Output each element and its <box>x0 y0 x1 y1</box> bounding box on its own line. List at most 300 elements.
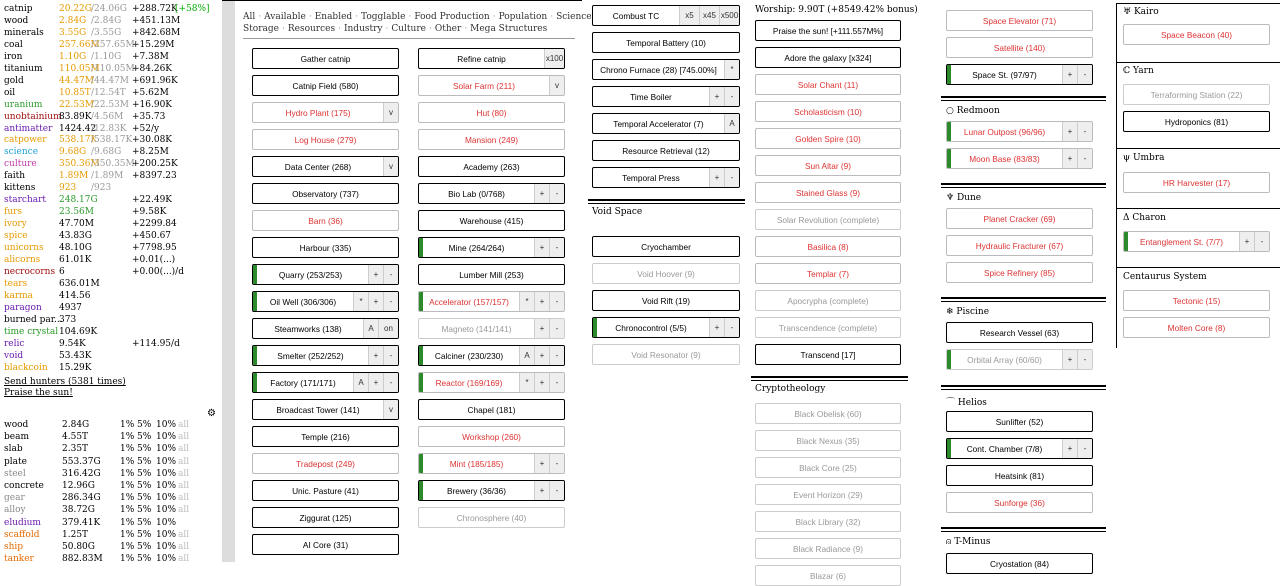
craft-1pct-link[interactable]: 1% <box>120 493 135 504</box>
tab-separator: · <box>550 12 554 22</box>
craft-1pct-link[interactable]: 1% <box>120 468 135 479</box>
craft-row <box>4 480 214 492</box>
building-button-ziggurat[interactable] <box>252 507 399 528</box>
side-control-a[interactable]: A <box>353 373 368 392</box>
building-label: Void Hoover (9) <box>637 268 695 279</box>
building-label: Heatsink (81) <box>994 470 1045 481</box>
craft-1pct-link[interactable]: 1% <box>120 420 135 430</box>
resource-per-tick: +22.49K <box>132 195 173 206</box>
side-control-plus[interactable]: + <box>534 292 549 311</box>
resource-row <box>4 207 214 219</box>
side-control-minus[interactable]: - <box>1077 122 1092 141</box>
resource-per-tick: +30.08K <box>132 135 173 146</box>
side-control-plus[interactable]: + <box>1062 122 1077 141</box>
side-control-expand[interactable]: v <box>383 157 398 176</box>
resource-amount: 1.89M <box>59 171 89 182</box>
craft-all-link[interactable]: all <box>178 432 190 443</box>
enabled-bar <box>947 439 951 458</box>
tab-mega-structures[interactable]: Mega Structures <box>470 23 548 34</box>
planet-header <box>1123 153 1165 163</box>
planet-name: Charon <box>1132 213 1166 223</box>
building-button-academy[interactable] <box>418 156 565 177</box>
craft-10pct-link[interactable]: 10% <box>156 529 177 540</box>
scrollbar-divider[interactable] <box>222 0 235 562</box>
side-control-x100[interactable]: x100 <box>544 49 564 68</box>
building-button-basilica[interactable] <box>755 236 901 257</box>
side-control-minus[interactable]: - <box>1077 350 1092 369</box>
side-control-star[interactable]: * <box>519 373 534 392</box>
building-button-bio-lab[interactable] <box>418 183 565 204</box>
side-control-on[interactable]: on <box>378 319 398 338</box>
craft-10pct-link[interactable]: 10% <box>156 432 177 443</box>
tab-separator: · <box>281 23 285 34</box>
side-control-star[interactable]: * <box>724 60 739 79</box>
building-button-broadcast-tower[interactable] <box>252 399 399 420</box>
side-control-plus[interactable]: + <box>368 346 383 365</box>
craft-name: gear <box>4 493 25 504</box>
tab-industry[interactable]: Industry <box>343 23 383 34</box>
side-control-plus[interactable]: + <box>368 292 383 311</box>
tab-togglable[interactable]: Togglable <box>361 12 406 22</box>
enabled-bar <box>1124 232 1128 251</box>
craft-1pct-link[interactable]: 1% <box>120 444 135 455</box>
craft-name: slab <box>4 444 23 455</box>
craft-all-link[interactable]: all <box>178 456 190 467</box>
building-button-molten-core[interactable] <box>1123 317 1270 338</box>
building-label: Magneto (141/141) <box>441 323 512 334</box>
building-button-black-library[interactable] <box>755 511 901 532</box>
side-control-plus[interactable]: + <box>534 454 549 473</box>
side-control-plus[interactable]: + <box>1062 439 1077 458</box>
building-button-planet-cracker[interactable] <box>946 208 1093 229</box>
building-button-calciner[interactable] <box>418 345 565 366</box>
building-button-solar-revolution[interactable] <box>755 209 901 230</box>
craft-5pct-link[interactable]: 5% <box>137 517 152 528</box>
side-control-a[interactable]: A <box>724 114 739 133</box>
side-control-plus[interactable]: + <box>709 168 724 187</box>
craft-all-link[interactable]: all <box>178 481 190 491</box>
resource-name: science <box>4 147 39 158</box>
planet-header <box>946 193 981 203</box>
craft-all-link[interactable]: all <box>178 529 190 540</box>
building-button-mansion[interactable] <box>418 129 565 150</box>
building-button-black-core[interactable] <box>755 457 901 478</box>
building-button-sunforge[interactable] <box>946 492 1093 513</box>
building-button-cryochamber[interactable] <box>592 236 740 257</box>
resource-name: iron <box>4 51 23 62</box>
enabled-bar <box>419 481 423 500</box>
building-button-mine[interactable] <box>418 237 565 258</box>
side-control-plus[interactable]: + <box>534 346 549 365</box>
resource-amount: 20.22G <box>59 4 92 14</box>
tab-food-production[interactable]: Food Production <box>414 12 490 22</box>
building-button-workshop[interactable] <box>418 426 565 447</box>
building-button-factory[interactable] <box>252 372 399 393</box>
building-button-catnip-field[interactable] <box>252 75 399 96</box>
building-label: Transcendence (complete) <box>778 322 878 333</box>
craft-5pct-link[interactable]: 5% <box>137 554 152 565</box>
building-button-solar-chant[interactable] <box>755 74 901 95</box>
side-control-plus[interactable]: + <box>534 373 549 392</box>
planet-name: Piscine <box>956 307 990 317</box>
craft-5pct-link[interactable]: 5% <box>137 420 152 430</box>
craft-1pct-link[interactable]: 1% <box>120 456 135 467</box>
craft-10pct-link[interactable]: 10% <box>156 468 177 479</box>
building-button-tradepost[interactable] <box>252 453 399 474</box>
side-control-minus[interactable]: - <box>383 346 398 365</box>
side-control-plus[interactable]: + <box>1062 350 1077 369</box>
side-control-minus[interactable]: - <box>724 87 739 106</box>
tab-population[interactable]: Population <box>498 12 548 22</box>
building-button-refine-catnip[interactable] <box>418 48 565 69</box>
craft-10pct-link[interactable]: 10% <box>156 542 177 552</box>
craft-row <box>4 553 214 565</box>
praise-sun-link[interactable]: Praise the sun! <box>4 388 73 398</box>
building-button-log-house[interactable] <box>252 129 399 150</box>
craft-1pct-link[interactable]: 1% <box>120 481 135 491</box>
building-button-mint[interactable] <box>418 453 565 474</box>
tab-science[interactable]: Science <box>556 12 592 22</box>
building-button-temporal-accelerator[interactable] <box>592 113 740 134</box>
building-button-solar-farm[interactable] <box>418 75 565 96</box>
resource-name: culture <box>4 159 37 170</box>
tab-storage[interactable]: Storage <box>243 23 279 34</box>
side-control-plus[interactable]: + <box>1239 232 1254 251</box>
building-label: Hydroponics (81) <box>1164 116 1229 127</box>
resource-name: paragon <box>4 302 42 313</box>
building-button-time-boiler[interactable] <box>592 86 740 107</box>
planet-header <box>946 307 989 317</box>
craft-10pct-link[interactable]: 10% <box>156 493 177 504</box>
tab-culture[interactable]: Culture <box>391 23 426 34</box>
resource-row <box>4 40 214 52</box>
building-button-hydro-plant[interactable] <box>252 102 399 123</box>
building-button-satellite[interactable] <box>946 37 1093 58</box>
building-button-ai-core[interactable] <box>252 534 399 555</box>
building-button-magneto[interactable] <box>418 318 565 339</box>
side-control-minus[interactable]: - <box>724 168 739 187</box>
building-button-transcend-17[interactable] <box>755 344 901 365</box>
craft-5pct-link[interactable]: 5% <box>137 493 152 504</box>
resource-row <box>4 351 214 363</box>
building-button-entanglement-st[interactable] <box>1123 231 1270 252</box>
side-control-minus[interactable]: - <box>549 346 564 365</box>
resource-row <box>4 303 214 315</box>
craft-10pct-link[interactable]: 10% <box>156 554 177 565</box>
building-button-heatsink[interactable] <box>946 465 1093 486</box>
resource-per-tick: +7.38M <box>132 51 169 62</box>
building-button-chrono-furnace[interactable] <box>592 59 740 80</box>
building-filter-tabs <box>243 12 592 35</box>
craft-5pct-link[interactable]: 5% <box>137 432 152 443</box>
craft-all-link[interactable]: all <box>178 444 190 455</box>
side-control-star[interactable]: * <box>353 292 368 311</box>
side-control-plus[interactable]: + <box>534 481 549 500</box>
planet-yarn-icon: ℂ <box>1123 66 1131 76</box>
craft-10pct-link[interactable]: 10% <box>156 456 177 467</box>
building-button-harbour[interactable] <box>252 237 399 258</box>
tab-resources[interactable]: Resources <box>287 23 336 34</box>
building-button-lumber-mill[interactable] <box>418 264 565 285</box>
building-button-temporal-press[interactable] <box>592 167 740 188</box>
side-control-plus[interactable]: + <box>709 87 724 106</box>
craft-1pct-link[interactable]: 1% <box>120 432 135 443</box>
side-control-x5[interactable]: x5 <box>679 6 699 25</box>
side-control-expand[interactable]: v <box>549 76 564 95</box>
building-button-lunar-outpost[interactable] <box>946 121 1093 142</box>
building-button-moon-base[interactable] <box>946 148 1093 169</box>
building-button-warehouse[interactable] <box>418 210 565 231</box>
building-button-space-elevator[interactable] <box>946 10 1093 31</box>
side-control-minus[interactable]: - <box>549 319 564 338</box>
craft-1pct-link[interactable]: 1% <box>120 517 135 528</box>
building-button-research-vessel[interactable] <box>946 322 1093 343</box>
building-button-scholasticism[interactable] <box>755 101 901 122</box>
resource-amount: 10.85T <box>59 87 91 98</box>
resource-name: blackcoin <box>4 362 48 373</box>
side-control-expand[interactable]: v <box>383 103 398 122</box>
craft-all-link[interactable]: all <box>178 493 190 504</box>
enabled-bar <box>593 318 597 337</box>
side-control-a[interactable]: A <box>519 346 534 365</box>
building-button-void-hoover[interactable] <box>592 263 740 284</box>
craft-5pct-link[interactable]: 5% <box>137 505 152 516</box>
building-label: Solar Revolution (complete) <box>776 214 880 225</box>
building-button-barn[interactable] <box>252 210 399 231</box>
building-button-temple[interactable] <box>252 426 399 447</box>
craft-all-link[interactable]: all <box>178 505 190 516</box>
side-control-minus[interactable]: - <box>724 318 739 337</box>
building-label: Planet Cracker (69) <box>983 213 1056 224</box>
resource-amount: 1.10G <box>59 51 87 62</box>
craft-all-link[interactable]: all <box>178 554 190 565</box>
building-button-adore-the-galaxy-x324[interactable] <box>755 47 901 68</box>
building-label: HR Harvester (17) <box>1162 177 1231 188</box>
enabled-bar <box>253 346 257 365</box>
building-label: Lumber Mill (253) <box>459 269 524 280</box>
craft-5pct-link[interactable]: 5% <box>137 529 152 540</box>
building-button-black-nexus[interactable] <box>755 430 901 451</box>
planet-header <box>946 106 1000 116</box>
side-control-plus[interactable]: + <box>1062 65 1077 84</box>
building-button-stained-glass[interactable] <box>755 182 901 203</box>
building-button-data-center[interactable] <box>252 156 399 177</box>
resource-per-tick: +9.58K <box>132 207 167 218</box>
building-button-combust-tc[interactable] <box>592 5 740 26</box>
resource-amount: 110.05M <box>59 63 100 74</box>
craft-row <box>4 443 214 455</box>
side-control-plus[interactable]: + <box>534 319 549 338</box>
building-button-smelter[interactable] <box>252 345 399 366</box>
resource-row <box>4 147 214 159</box>
resource-amount: 3.55G <box>59 27 87 38</box>
resource-per-tick: +450.67 <box>132 231 172 242</box>
building-button-hut[interactable] <box>418 102 565 123</box>
side-control-minus[interactable]: - <box>1254 232 1269 251</box>
building-button-hr-harvester[interactable] <box>1123 172 1270 193</box>
craft-10pct-link[interactable]: 10% <box>156 481 177 491</box>
side-control-plus[interactable]: + <box>1062 149 1077 168</box>
resource-amount: 61.01K <box>59 254 92 265</box>
resource-amount: 22.53M <box>59 99 94 110</box>
resource-name: relic <box>4 338 25 349</box>
send-hunters-link[interactable]: Send hunters (5381 times) <box>4 377 126 387</box>
building-button-terraforming-station[interactable] <box>1123 84 1270 105</box>
building-button-black-radiance[interactable] <box>755 538 901 559</box>
resource-amount: 350.36M <box>59 159 100 170</box>
building-button-space-beacon[interactable] <box>1123 24 1270 45</box>
side-control-minus[interactable]: - <box>549 238 564 257</box>
building-button-temporal-battery[interactable] <box>592 32 740 53</box>
building-button-reactor[interactable] <box>418 372 565 393</box>
building-button-resource-retrieval[interactable] <box>592 140 740 161</box>
side-control-minus[interactable]: - <box>1077 439 1092 458</box>
resource-amount: 9.54K <box>59 338 86 349</box>
building-button-cryostation[interactable] <box>946 553 1093 574</box>
side-control-minus[interactable]: - <box>549 184 564 203</box>
gear-icon[interactable]: ⚙ <box>207 408 216 419</box>
building-label: Factory (171/171) <box>270 377 336 388</box>
resource-name: kittens <box>4 183 36 194</box>
building-button-templar[interactable] <box>755 263 901 284</box>
side-control-x500[interactable]: x500 <box>719 6 739 25</box>
building-label: Cryostation (84) <box>989 558 1050 569</box>
craft-row <box>4 468 214 480</box>
side-control-minus[interactable]: - <box>549 454 564 473</box>
enabled-bar <box>253 265 257 284</box>
craft-5pct-link[interactable]: 5% <box>137 481 152 491</box>
tab-other[interactable]: Other <box>434 23 462 34</box>
resource-row <box>4 76 214 88</box>
building-label: Terraforming Station (22) <box>1150 89 1243 100</box>
building-label: Refine catnip <box>457 53 506 64</box>
side-control-expand[interactable]: v <box>383 400 398 419</box>
tab-all[interactable]: All <box>243 12 256 22</box>
building-label: Apocrypha (complete) <box>787 295 869 306</box>
building-button-quarry[interactable] <box>252 264 399 285</box>
planet-name: Helios <box>957 398 987 408</box>
building-button-space-st[interactable] <box>946 64 1093 85</box>
building-label: Spice Refinery (85) <box>983 267 1055 278</box>
craft-5pct-link[interactable]: 5% <box>137 444 152 455</box>
tab-enabled[interactable]: Enabled <box>314 12 353 22</box>
craft-10pct-link[interactable]: 10% <box>156 420 177 430</box>
building-button-sunlifter[interactable] <box>946 411 1093 432</box>
building-button-hydroponics[interactable] <box>1123 111 1270 132</box>
side-control-plus[interactable]: + <box>368 265 383 284</box>
resource-per-tick: +451.13M <box>132 15 181 26</box>
resource-row <box>4 135 214 147</box>
building-button-unic-pasture[interactable] <box>252 480 399 501</box>
craft-all-link[interactable]: all <box>178 468 190 479</box>
building-button-blazar[interactable] <box>755 565 901 586</box>
craft-1pct-link[interactable]: 1% <box>120 505 135 516</box>
craft-name: alloy <box>4 505 26 516</box>
craft-1pct-link[interactable]: 1% <box>120 529 135 540</box>
side-control-star[interactable]: * <box>519 292 534 311</box>
side-control-minus[interactable]: - <box>549 292 564 311</box>
side-control-minus[interactable]: - <box>383 292 398 311</box>
side-control-minus[interactable]: - <box>549 481 564 500</box>
resource-row <box>4 124 214 136</box>
building-button-tectonic[interactable] <box>1123 290 1270 311</box>
tab-separator: · <box>385 23 389 34</box>
craft-10pct-link[interactable]: 10% <box>156 444 177 455</box>
building-button-steamworks[interactable] <box>252 318 399 339</box>
craft-amount: 50.80G <box>62 542 95 552</box>
tab-separator: · <box>428 23 432 34</box>
planet-umbra-icon: ψ <box>1123 153 1131 163</box>
craft-1pct-link[interactable]: 1% <box>120 554 135 565</box>
building-button-transcendence[interactable] <box>755 317 901 338</box>
side-control-a[interactable]: A <box>363 319 378 338</box>
side-control-plus[interactable]: + <box>534 238 549 257</box>
craft-amount: 286.34G <box>62 493 101 504</box>
building-button-gather-catnip[interactable] <box>252 48 399 69</box>
craft-all-link[interactable]: all <box>178 420 190 430</box>
side-control-plus[interactable]: + <box>534 184 549 203</box>
building-button-chronosphere[interactable] <box>418 507 565 528</box>
side-control-plus[interactable]: + <box>709 318 724 337</box>
side-control-minus[interactable]: - <box>383 373 398 392</box>
resource-row <box>4 4 214 16</box>
building-button-brewery[interactable] <box>418 480 565 501</box>
building-button-black-obelisk[interactable] <box>755 403 901 424</box>
building-button-accelerator[interactable] <box>418 291 565 312</box>
craft-amount: 1.25T <box>62 529 89 540</box>
building-button-hydraulic-fracturer[interactable] <box>946 235 1093 256</box>
building-button-golden-spire[interactable] <box>755 128 901 149</box>
resource-name: karma <box>4 290 34 301</box>
building-button-praise-the-sun-111-557m[interactable] <box>755 20 901 41</box>
building-button-orbital-array[interactable] <box>946 349 1093 370</box>
building-button-event-horizon[interactable] <box>755 484 901 505</box>
craft-5pct-link[interactable]: 5% <box>137 468 152 479</box>
craft-5pct-link[interactable]: 5% <box>137 456 152 467</box>
planet-divider <box>941 187 1106 188</box>
building-label: Calciner (230/230) <box>434 350 504 361</box>
craft-1pct-link[interactable]: 1% <box>120 542 135 552</box>
building-label: Observatory (737) <box>292 188 359 199</box>
craft-10pct-link[interactable]: 10% <box>156 505 177 516</box>
tab-available[interactable]: Available <box>264 12 306 22</box>
building-label: Space Elevator (71) <box>982 15 1057 26</box>
building-button-chapel[interactable] <box>418 399 565 420</box>
side-control-minus[interactable]: - <box>383 265 398 284</box>
resource-max: /44.47M <box>91 75 130 86</box>
building-button-cont-chamber[interactable] <box>946 438 1093 459</box>
building-button-chronocontrol[interactable] <box>592 317 740 338</box>
building-button-sun-altar[interactable] <box>755 155 901 176</box>
side-control-minus[interactable]: - <box>1077 65 1092 84</box>
building-button-void-resonator[interactable] <box>592 344 740 365</box>
building-button-void-rift[interactable] <box>592 290 740 311</box>
craft-10pct-link[interactable]: 10% <box>156 517 177 528</box>
craft-row <box>4 456 214 468</box>
side-control-minus[interactable]: - <box>549 373 564 392</box>
building-button-spice-refinery[interactable] <box>946 262 1093 283</box>
tab-separator: · <box>258 12 262 22</box>
craft-all-link[interactable]: all <box>178 542 190 552</box>
building-button-observatory[interactable] <box>252 183 399 204</box>
building-label: Molten Core (8) <box>1167 322 1226 333</box>
building-button-apocrypha[interactable] <box>755 290 901 311</box>
building-button-oil-well[interactable] <box>252 291 399 312</box>
side-control-minus[interactable]: - <box>1077 149 1092 168</box>
side-control-plus[interactable]: + <box>368 373 383 392</box>
craft-5pct-link[interactable]: 5% <box>137 542 152 552</box>
side-control-x45[interactable]: x45 <box>699 6 719 25</box>
